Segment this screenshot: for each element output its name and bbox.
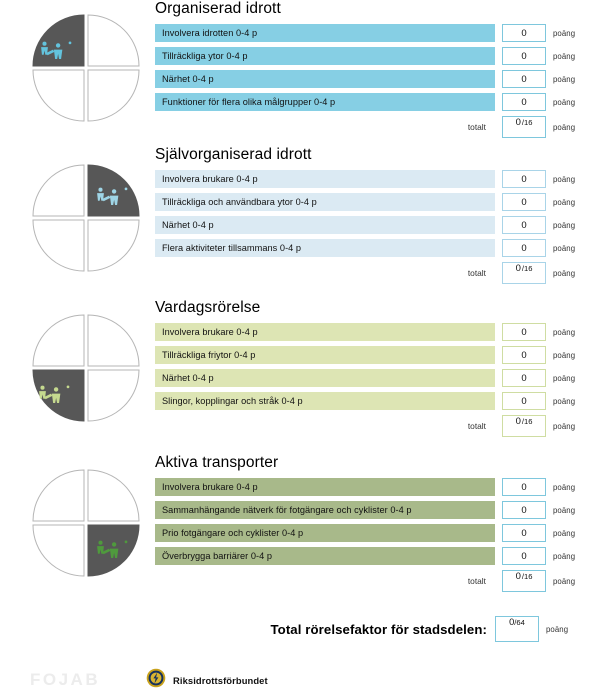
score-input[interactable]: 0	[502, 47, 546, 65]
criterion-row	[155, 193, 600, 211]
score-input[interactable]: 0	[502, 547, 546, 565]
section-total-box[interactable]	[502, 570, 546, 592]
section-total-denominator: /16	[521, 417, 533, 426]
criterion-row	[155, 501, 600, 519]
criterion-row	[155, 47, 600, 65]
criterion-label: Prio fotgängare och cyklister 0-4 p	[155, 524, 495, 542]
criterion-label: Tillräckliga och användbara ytor 0-4 p	[155, 193, 495, 211]
criterion-label: Involvera brukare 0-4 p	[155, 478, 495, 496]
score-unit: poäng	[553, 74, 576, 84]
score-input[interactable]: 0	[502, 501, 546, 519]
score-input[interactable]: 0	[502, 24, 546, 42]
criterion-row	[155, 524, 600, 542]
criterion-label: Tillräckliga friytor 0-4 p	[155, 346, 495, 364]
footer	[0, 664, 600, 698]
score-unit: poäng	[553, 327, 576, 337]
section-title: Självorganiserad idrott	[155, 146, 312, 163]
grand-total-value: 0	[509, 617, 515, 627]
criterion-row	[155, 239, 600, 257]
criterion-row	[155, 346, 600, 364]
section-total-label: totalt	[467, 421, 486, 431]
section-total-label: totalt	[467, 268, 486, 278]
section-title: Vardagsrörelse	[155, 299, 261, 316]
section-total-unit: poäng	[553, 421, 576, 431]
criterion-row	[155, 478, 600, 496]
section-body	[155, 146, 600, 284]
score-input[interactable]: 0	[502, 524, 546, 542]
criterion-label: Flera aktiviteter tillsammans 0-4 p	[155, 239, 495, 257]
section-total-label: totalt	[467, 576, 486, 586]
score-input[interactable]: 0	[502, 70, 546, 88]
criterion-label: Överbrygga barriärer 0-4 p	[155, 547, 495, 565]
score-input[interactable]: 0	[502, 170, 546, 188]
section-total-row	[155, 570, 600, 592]
grand-total-value-box[interactable]	[495, 616, 539, 642]
score-unit: poäng	[553, 482, 576, 492]
section-total-value: 0	[515, 416, 521, 427]
section-total-row	[155, 415, 600, 437]
section-total-value: 0	[515, 117, 521, 128]
criterion-label: Närhet 0-4 p	[155, 216, 495, 234]
quadrant-diagram-bottom-left-icon	[30, 312, 142, 424]
section-total-unit: poäng	[553, 122, 576, 132]
criterion-row	[155, 70, 600, 88]
score-input[interactable]: 0	[502, 346, 546, 364]
section-total-box[interactable]	[502, 116, 546, 138]
section-total-value: 0	[515, 571, 521, 582]
score-unit: poäng	[553, 51, 576, 61]
criterion-label: Slingor, kopplingar och stråk 0-4 p	[155, 392, 495, 410]
section-title: Aktiva transporter	[155, 454, 279, 471]
section-total-row	[155, 262, 600, 284]
section-title: Organiserad idrott	[155, 0, 281, 17]
quadrant-diagram-top-left-icon	[30, 12, 142, 124]
section-2	[0, 146, 600, 284]
criterion-row	[155, 392, 600, 410]
section-total-box[interactable]	[502, 415, 546, 437]
score-unit: poäng	[553, 396, 576, 406]
criterion-label: Närhet 0-4 p	[155, 70, 495, 88]
criterion-label: Närhet 0-4 p	[155, 369, 495, 387]
section-1	[0, 0, 600, 138]
score-input[interactable]: 0	[502, 216, 546, 234]
criterion-label: Tillräckliga ytor 0-4 p	[155, 47, 495, 65]
score-input[interactable]: 0	[502, 323, 546, 341]
section-3	[0, 299, 600, 437]
score-unit: poäng	[553, 505, 576, 515]
criterion-label: Funktioner för flera olika målgrupper 0-4 p	[155, 93, 495, 111]
section-total-unit: poäng	[553, 268, 576, 278]
grand-total-unit: poäng	[546, 624, 569, 634]
criterion-row	[155, 369, 600, 387]
score-input[interactable]: 0	[502, 93, 546, 111]
score-input[interactable]: 0	[502, 239, 546, 257]
criterion-row	[155, 547, 600, 565]
quadrant-diagram-top-right-icon	[30, 162, 142, 274]
section-total-row	[155, 116, 600, 138]
score-unit: poäng	[553, 243, 576, 253]
riksidrottsforbundet-label: Riksidrottsförbundet	[173, 675, 268, 686]
criterion-row	[155, 323, 600, 341]
score-input[interactable]: 0	[502, 369, 546, 387]
score-input[interactable]: 0	[502, 478, 546, 496]
criterion-row	[155, 170, 600, 188]
score-input[interactable]: 0	[502, 392, 546, 410]
section-body	[155, 454, 600, 592]
section-total-denominator: /16	[521, 118, 533, 127]
section-total-denominator: /16	[521, 264, 533, 273]
score-unit: poäng	[553, 28, 576, 38]
section-total-box[interactable]	[502, 262, 546, 284]
section-body	[155, 299, 600, 437]
grand-total-row	[0, 616, 600, 642]
section-total-value: 0	[515, 263, 521, 274]
criterion-row	[155, 216, 600, 234]
criterion-label: Involvera brukare 0-4 p	[155, 170, 495, 188]
criterion-row	[155, 24, 600, 42]
criterion-row	[155, 93, 600, 111]
fojab-logo: FOJAB	[30, 670, 101, 689]
score-unit: poäng	[553, 174, 576, 184]
section-total-label: totalt	[467, 122, 486, 132]
riksidrottsforbundet-logo-group	[146, 668, 268, 693]
section-total-denominator: /16	[521, 572, 533, 581]
score-unit: poäng	[553, 97, 576, 107]
score-unit: poäng	[553, 350, 576, 360]
section-total-unit: poäng	[553, 576, 576, 586]
criterion-label: Sammanhängande nätverk för fotgängare och cyklister 0-4 p	[155, 501, 495, 519]
score-unit: poäng	[553, 220, 576, 230]
section-4	[0, 454, 600, 592]
criterion-label: Involvera brukare 0-4 p	[155, 323, 495, 341]
section-body	[155, 0, 600, 138]
score-input[interactable]: 0	[502, 193, 546, 211]
score-unit: poäng	[553, 197, 576, 207]
quadrant-diagram-bottom-right-icon	[30, 467, 142, 579]
grand-total-denominator: /64	[514, 618, 525, 627]
score-unit: poäng	[553, 551, 576, 561]
score-unit: poäng	[553, 373, 576, 383]
score-unit: poäng	[553, 528, 576, 538]
grand-total-label: Total rörelsefaktor för stadsdelen:	[270, 621, 487, 637]
criterion-label: Involvera idrotten 0-4 p	[155, 24, 495, 42]
riksidrottsforbundet-emblem-icon	[146, 668, 166, 693]
